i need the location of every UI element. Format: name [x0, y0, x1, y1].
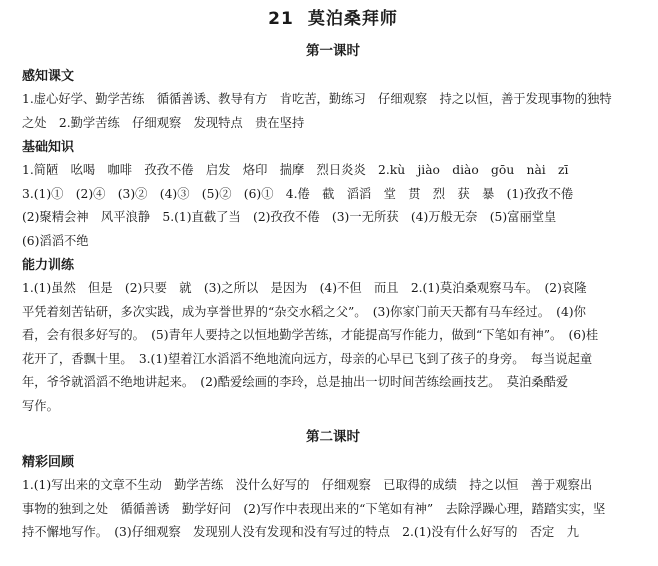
text-line: 年，爷爷就滔滔不绝地讲起来。 (2)酷爱绘画的李玲，总是抽出一切时间苦练绘画技艺。 莫泊桑酷爱	[22, 375, 569, 389]
text-line: 3.(1)① (2)④ (3)② (4)③ (5)② (6)① 4.倦 截 滔滔 堂 贯 烈 获 暴 (1)孜孜不倦	[22, 186, 574, 201]
section-body-basics	[22, 159, 644, 253]
text-line: (6)滔滔不绝	[22, 233, 89, 248]
text-line: 1.(1)写出来的文章不生动 勤学苦练 没什么好写的 仔细观察 已取得的成绩 持之以恒 善于观察出	[22, 478, 593, 492]
lesson-heading-1: 第一课时	[306, 43, 360, 59]
page-title	[22, 0, 644, 32]
section-heading-basics: 基础知识	[22, 140, 75, 155]
text-line: 平凭着刻苦钻研，多次实践，成为享誉世界的“杂交水稻之父”。 (3)你家门前天天都有马车经过。 (4)你	[22, 304, 586, 319]
section-heading-perceive: 感知课文	[22, 69, 75, 84]
lesson-title: 莫泊桑拜师	[307, 9, 398, 29]
lesson-number: 21	[268, 9, 294, 29]
text-line: 1.(1)虽然 但是 (2)只要 就 (3)之所以 是因为 (4)不但 而且 2.(1)莫泊桑观察马车。 (2)哀隆	[22, 281, 587, 295]
text-line: (2)聚精会神 风平浪静 5.(1)直截了当 (2)孜孜不倦 (3)一无所获 (4)万般无奈 (5)富丽堂皇	[22, 210, 557, 224]
text-line: 1.简陋 吆喝 咖啡 孜孜不倦 启发 烙印 揣摩 烈日炎炎 2.kù jiào diào gōu nài zī	[22, 163, 569, 177]
text-line: 之处 2.勤学苦练 仔细观察 发现特点 贵在坚持	[22, 115, 305, 130]
text-line: 事物的独到之处 循循善诱 勤学好问 (2)写作中表现出来的“下笔如有神” 去除浮躁心理，踏踏实实，坚	[22, 501, 606, 516]
section-body-review	[22, 474, 644, 545]
lesson-heading-2: 第二课时	[306, 429, 360, 445]
section-body-training	[22, 277, 644, 418]
section-heading-review: 精彩回顾	[22, 455, 75, 470]
section-body-perceive	[22, 88, 644, 135]
text-line: 1.虚心好学、勤学苦练 循循善诱、教导有方 肯吃苦，勤练习 仔细观察 持之以恒，善于发现事物的独特	[22, 92, 612, 106]
text-line: 看，会有很多好写的。 (5)青年人要持之以恒地勤学苦练，才能提高写作能力，做到“下笔如有神”。 (6)桂	[22, 328, 599, 342]
text-line: 持不懈地写作。 (3)仔细观察 发现别人没有发现和没有写过的特点 2.(1)没有什么好写的 否定 九	[22, 525, 579, 539]
text-line: 写作。	[22, 398, 59, 413]
text-line: 花开了，香飘十里。 3.(1)望着江水滔滔不绝地流向远方，母亲的心早已飞到了孩子的身旁。 每当说起童	[22, 351, 593, 366]
section-heading-training: 能力训练	[22, 258, 75, 273]
